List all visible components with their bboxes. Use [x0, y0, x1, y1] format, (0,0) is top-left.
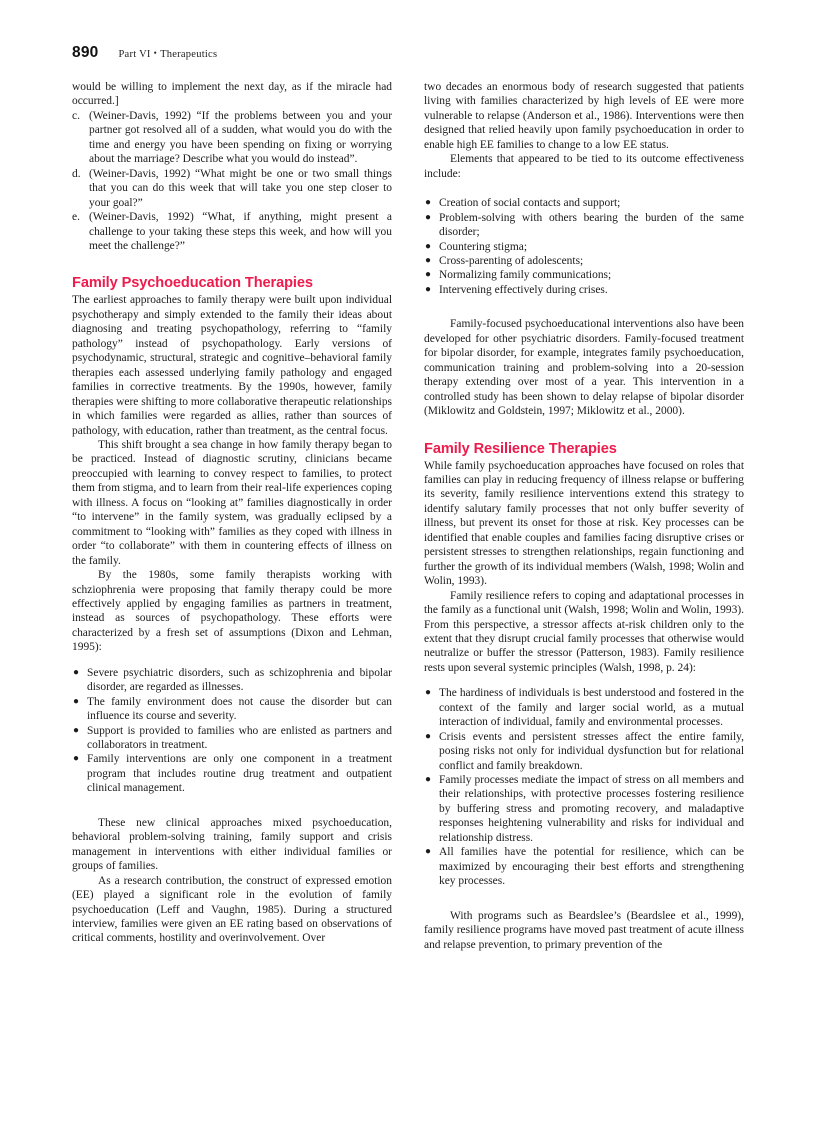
list-item-text: Crisis events and persistent stresses affect the entire family, posing risks not only for individual dysfunction but for relational conflict and family breakdown.	[439, 730, 744, 772]
lettered-list	[72, 109, 392, 254]
list-item	[72, 666, 392, 695]
bullet-icon: ●	[73, 724, 80, 736]
section-label: Therapeutics	[160, 49, 218, 60]
list-item	[424, 845, 744, 888]
bullet-icon: ●	[73, 666, 80, 678]
list-item	[72, 695, 392, 724]
spacer	[72, 655, 392, 666]
list-item-text: Creation of social contacts and support;	[439, 197, 621, 210]
assumptions-bullet-list	[72, 666, 392, 796]
list-item	[424, 283, 744, 297]
spacer	[424, 675, 744, 686]
list-item-text: Family interventions are only one component in a treatment program that includes routine drug treatment and outpatient clinical management.	[87, 753, 392, 795]
paragraph: These new clinical approaches mixed psychoeducation, behavioral problem-solving training, family support and crisis management in interventions with either individual families or groups of families.	[72, 816, 392, 873]
list-item	[72, 724, 392, 753]
list-marker: c.	[72, 109, 80, 122]
body-columns	[72, 80, 744, 1080]
list-item	[72, 210, 392, 253]
bullet-icon: ●	[425, 846, 432, 858]
paragraph: Family resilience refers to coping and adaptational processes in the family as a functional unit (Walsh, 1998; Wolin and Wolin, 1993). From this perspective, a stressor affects at-risk children only to the extent that they disrupt crucial family processes that otherwise would neutralize or buffer the stressor (Patterson, 1983). Family resilience rests upon several systemic principles (Walsh, 1998, p. 24):	[424, 589, 744, 674]
bullet-icon: ●	[425, 774, 432, 786]
bullet-icon: ●	[425, 240, 432, 252]
paragraph-continued: would be willing to implement the next day, as if the miracle had occurred.]	[72, 81, 392, 108]
spacer	[424, 419, 744, 441]
page-number: 890	[72, 44, 99, 61]
bullet-icon: ●	[73, 753, 80, 765]
bullet-icon: ●	[425, 730, 432, 742]
bullet-icon: ●	[425, 283, 432, 295]
list-item-text: The family environment does not cause the disorder but can influence its course and severity.	[87, 695, 392, 723]
running-head	[72, 44, 217, 62]
paragraph: As a research contribution, the construct of expressed emotion (EE) played a significant role in the evolution of family psychoeducation (Leff and Vaughn, 1985). During a structured interview, families were given an EE rating based on observations of critical comments, hostility and overinvolvement. Over	[72, 874, 392, 945]
list-item-text: The hardiness of individuals is best understood and fostered in the context of the family and larger social world, as a mutual interaction of individual, family and environmental processes.	[439, 687, 744, 729]
list-item-text: Countering stigma;	[439, 240, 527, 253]
list-marker: e.	[72, 211, 80, 224]
spacer	[72, 253, 392, 275]
paragraph: While family psychoeducation approaches have focused on roles that families can play in reducing frequency of illness relapse or buffering its severity, family resilience interventions extend this strategy to identify salutary family processes that not only buffer severity of illness, but prevent its onset for those at risk. Key processes can be identified that enable couples and families facing disruptive crises or persistent stresses to strengthen relationships, regain functioning and further the growth of its individual members (Walsh, 1998; Wolin and Wolin, 1993).	[424, 459, 744, 588]
list-item-text: (Weiner-Davis, 1992) “What might be one or two small things that you can do this week that will take you one step closer to your goal?”	[89, 167, 392, 209]
list-item	[424, 773, 744, 845]
bullet-icon: ●	[73, 695, 80, 707]
paragraph: Elements that appeared to be tied to its outcome effectiveness include:	[424, 153, 744, 180]
spacer	[424, 181, 744, 196]
paragraph: Family-focused psychoeducational interventions also have been developed for other psychiatric disorders. Family-focused treatment for bipolar disorder, for example, integrates family psychoeducation, communication training and problem-solving into a 20-session therapy extending over most of a year. This intervention in a controlled study has been shown to delay relapse of bipolar disorder (Miklowitz and Goldstein, 1997; Miklowitz et al., 2000).	[424, 318, 744, 418]
list-marker: d.	[72, 167, 81, 180]
running-head-title	[118, 49, 217, 60]
list-item	[424, 196, 744, 210]
list-item	[424, 730, 744, 773]
paragraph: With programs such as Beardslee’s (Beardslee et al., 1999), family resilience programs have moved past treatment of acute illness and relapse prevention, to primary prevention of the	[424, 909, 744, 951]
paragraph: This shift brought a sea change in how family therapy began to be practiced. Instead of diagnostic scrutiny, clinicians became preoccupied with learning to convey respect to families, to protect them from stigma, and to learn from their real-life experiences coping with illness. A focus on “looking at” families diagnostically in order “to intervene” in the family system, was gradually eclipsed by a commitment to “looking with” families as they coped with illness in order “to collaborate” with them in countering effects of illness on the family.	[72, 438, 392, 567]
effectiveness-bullet-list	[424, 196, 744, 297]
section-heading-family-resilience: Family Resilience Therapies	[424, 440, 617, 457]
list-item-text: Severe psychiatric disorders, such as schizophrenia and bipolar disorder, are regarded as illnesses.	[87, 666, 392, 694]
list-item-text: Problem-solving with others bearing the burden of the same disorder;	[439, 211, 744, 239]
spacer	[424, 889, 744, 909]
list-item-text: Support is provided to families who are enlisted as partners and collaborators in treatment.	[87, 724, 392, 752]
list-item	[72, 109, 392, 167]
right-column	[424, 80, 744, 1080]
list-item-text: Family processes mediate the impact of stress on all members and their relationships, with protective processes fostering resilience by buffering stress and promoting recovery, and maladaptive responses heightening vulnerability and risks for individual and relationship distress.	[439, 774, 744, 844]
list-item	[424, 240, 744, 254]
spacer	[424, 297, 744, 317]
list-item	[424, 268, 744, 282]
part-label: Part VI	[118, 49, 151, 60]
bullet-icon: ●	[425, 211, 432, 223]
resilience-principles-bullet-list	[424, 686, 744, 888]
list-item-text: Cross-parenting of adolescents;	[439, 254, 584, 267]
paragraph: The earliest approaches to family therapy were built upon individual psychotherapy and simply extended to the family their ideas about diagnosing and treating psychopathology, referring to “family pathology” instead of psychopathology. Early versions of psychodynamic, structural, strategic and cognitive–behavioral family therapies each assessed underlying family pathology and engaged families in corrective treatments. By the 1990s, however, family therapies were shifting to more collaborative therapeutic relationships in which families were regarded as allies, rather than sources of pathology, with education, rather than treatment, as the central focus.	[72, 294, 392, 437]
list-item-text: (Weiner-Davis, 1992) “If the problems between you and your partner got resolved all of a sudden, what would you do with the time and energy you have been spending on fixing or worrying about the marriage? Describe what you would do instead”.	[89, 109, 392, 166]
bullet-icon: ●	[425, 197, 432, 209]
section-heading-family-psychoeducation: Family Psychoeducation Therapies	[72, 275, 313, 292]
list-item	[424, 686, 744, 729]
list-item	[72, 167, 392, 210]
paragraph: By the 1980s, some family therapists working with schziophrenia were proposing that family therapy could be more effectively applied by engaging families as partners in treatment, instead as sources of psychopathology. These efforts were characterized by a fresh set of assumptions (Dixon and Lehman, 1995):	[72, 569, 392, 654]
bullet-icon: ●	[425, 687, 432, 699]
list-item-text: Normalizing family communications;	[439, 269, 612, 282]
bullet-separator-icon: •	[153, 48, 158, 58]
list-item-text: (Weiner-Davis, 1992) “What, if anything, might present a challenge to your taking these steps this week, and how will you meet the challenge?”	[89, 211, 392, 252]
list-item-text: Intervening effectively during crises.	[439, 283, 608, 296]
spacer	[72, 796, 392, 816]
paragraph-continued: two decades an enormous body of research suggested that patients living with families characterized by high levels of EE were more vulnerable to relapse (Anderson et al., 1986). Interventions were then designed that relied heavily upon family psychoeducation in order to enable high EE families to change to a low EE status.	[424, 81, 744, 151]
list-item	[424, 211, 744, 240]
bullet-icon: ●	[425, 269, 432, 281]
left-column	[72, 80, 392, 1080]
list-item	[424, 254, 744, 268]
bullet-icon: ●	[425, 254, 432, 266]
list-item	[72, 752, 392, 795]
list-item-text: All families have the potential for resilience, which can be maximized by encouraging their best efforts and strengthening key processes.	[439, 846, 744, 888]
